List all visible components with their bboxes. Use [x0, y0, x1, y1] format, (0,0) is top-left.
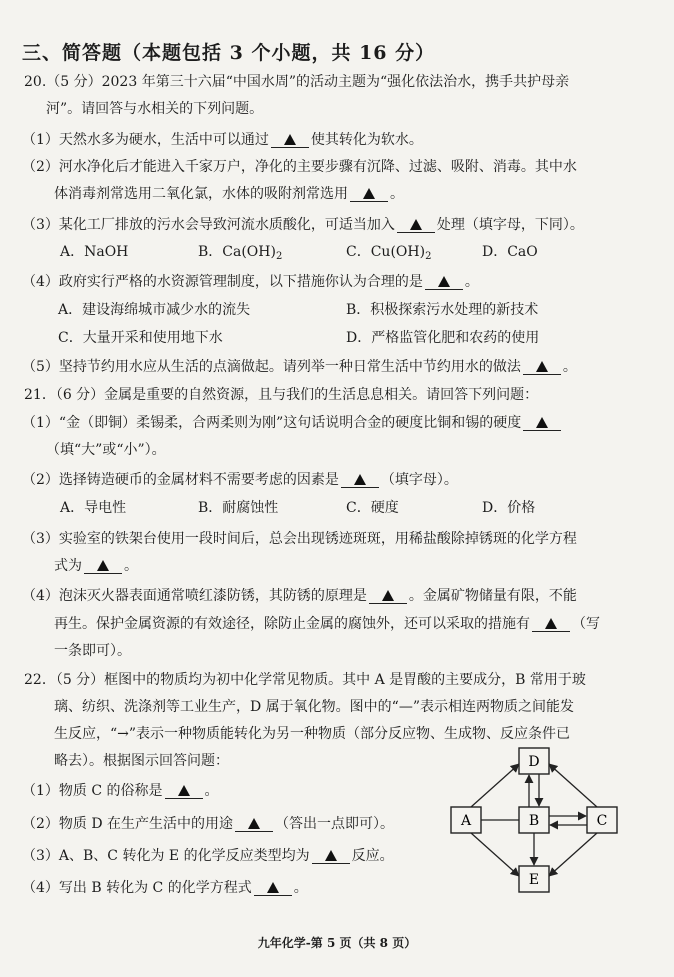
q21-part4-text-b: 。金属矿物储量有限，不能 — [408, 588, 577, 604]
q22-part3 — [22, 846, 394, 866]
answer-blank[interactable] — [523, 413, 561, 431]
q22-part3-text-b: 反应。 — [351, 848, 394, 864]
triangle-icon — [97, 560, 109, 571]
triangle-icon — [410, 219, 422, 230]
triangle-icon — [354, 474, 366, 485]
q21-part4-line2 — [54, 614, 600, 634]
q21-part1-line2: （填“大”或“小”）。 — [46, 442, 166, 458]
triangle-icon — [267, 882, 279, 893]
triangle-icon — [284, 134, 296, 145]
q20-part3-text-b: 处理（填字母，下同）。 — [436, 217, 584, 233]
q21-part1-line1 — [22, 413, 563, 433]
q20-part2-line2 — [54, 184, 404, 204]
q20-part4-text-b: 。 — [464, 274, 479, 290]
q22-part1-text-a: （1）物质 C 的俗称是 — [22, 783, 163, 799]
q21-part4-line1 — [22, 586, 577, 606]
answer-blank[interactable] — [271, 130, 309, 148]
answer-blank[interactable] — [369, 586, 407, 604]
q21-part3-line2 — [54, 556, 138, 576]
answer-blank[interactable] — [84, 556, 122, 574]
q20-stem-line2: 河”。请回答与水相关的下列问题。 — [46, 101, 264, 117]
q21-part3-text-b: 。 — [124, 558, 138, 574]
q21-part3-text-a: 式为 — [54, 558, 82, 574]
q20-part1-text-b: 使其转化为软水。 — [310, 132, 423, 148]
q20-option-d: D．CaO — [482, 244, 538, 260]
q20-option-b: B．$Ca(OH)_2$ — [198, 244, 283, 262]
q20-part1 — [22, 130, 423, 150]
q20-part5-text-b: 。 — [562, 359, 577, 375]
triangle-icon — [248, 818, 260, 829]
q20-part2-text-b: 。 — [390, 186, 404, 202]
q22-part1 — [22, 781, 219, 801]
q22-part2-text-b: （答出一点即可）。 — [275, 816, 395, 832]
triangle-icon — [363, 188, 375, 199]
q20-option-c: C．$Cu(OH)_2$ — [346, 244, 432, 262]
q22-stem-line3: 生反应，“→”表示一种物质能转化为另一种物质（部分反应物、生成物、反应条件已 — [54, 726, 571, 742]
q20-part3-text-a: （3）某化工厂排放的污水会导致河流水质酸化，可适当加入 — [22, 217, 395, 233]
q22-part4-text-a: （4）写出 B 转化为 C 的化学方程式 — [22, 880, 252, 896]
answer-blank[interactable] — [165, 781, 203, 799]
triangle-icon — [536, 417, 548, 428]
q22-stem-line1: 22．（5 分）框图中的物质均为初中化学常见物质。其中 A 是胃酸的主要成分，B 常用于玻 — [24, 672, 586, 688]
q20-option-a: A．NaOH — [60, 244, 129, 260]
q21-option-c: C．硬度 — [346, 500, 399, 516]
q21-part2-text-b: （填字母）。 — [380, 472, 458, 488]
answer-blank[interactable] — [235, 814, 273, 832]
triangle-icon — [438, 276, 450, 287]
q20-part2-text-a: 体消毒剂常选用二氧化氯，水体的吸附剂常选用 — [54, 186, 348, 202]
q21-option-d: D．价格 — [482, 500, 536, 516]
q21-part4-text-c: 再生。保护金属资源的有效途径，除防止金属的腐蚀外，还可以采取的措施有 — [54, 616, 530, 632]
arrow-c-to-d — [549, 764, 597, 807]
node-label-e: E — [528, 872, 540, 888]
q20-part5-text-a: （5）坚持节约用水应从生活的点滴做起。请列举一种日常生活中节约用水的做法 — [22, 359, 521, 375]
q20-part4-option-b: B．积极探索污水处理的新技术 — [346, 302, 539, 318]
triangle-icon — [545, 618, 557, 629]
node-label-c: C — [596, 813, 608, 829]
arrow-c-to-e — [549, 833, 597, 876]
q20-part4 — [22, 272, 479, 292]
q21-option-a: A．导电性 — [60, 500, 127, 516]
answer-blank[interactable] — [523, 357, 561, 375]
q21-part1-text-a: （1）“金（即铜）柔锡柔，合两柔则为刚”这句话说明合金的硬度比铜和锡的硬度 — [22, 415, 522, 431]
q22-part2 — [22, 814, 394, 834]
q20-part4-option-c: C．大量开采和使用地下水 — [58, 330, 223, 346]
page-footer: 九年化学-第 5 页（共 8 页） — [257, 936, 417, 950]
q22-stem-line4: 略去）。根据图示回答问题： — [54, 753, 229, 769]
q20-part4-option-d: D．严格监管化肥和农药的使用 — [346, 330, 540, 346]
node-label-a: A — [460, 813, 472, 829]
q21-part4-text-a: （4）泡沫灭火器表面通常喷红漆防锈，其防锈的原理是 — [22, 588, 367, 604]
q20-part4-option-a: A．建设海绵城市减少水的流失 — [58, 302, 251, 318]
answer-blank[interactable] — [425, 272, 463, 290]
q21-part2-text-a: （2）选择铸造硬币的金属材料不需要考虑的因素是 — [22, 472, 339, 488]
triangle-icon — [178, 785, 190, 796]
answer-blank[interactable] — [341, 470, 379, 488]
answer-blank[interactable] — [532, 614, 570, 632]
q20-part3 — [22, 215, 584, 235]
q22-part4 — [22, 878, 308, 898]
q20-part1-text-a: （1）天然水多为硬水，生活中可以通过 — [22, 132, 269, 148]
answer-blank[interactable] — [350, 184, 388, 202]
answer-blank[interactable] — [397, 215, 435, 233]
q22-part3-text-a: （3）A、B、C 转化为 E 的化学反应类型均为 — [22, 848, 310, 864]
q20-part4-text-a: （4）政府实行严格的水资源管理制度，以下措施你认为合理的是 — [22, 274, 423, 290]
q22-part1-text-b: 。 — [204, 783, 219, 799]
q21-stem: 21．（6 分）金属是重要的自然资源，且与我们的生活息息相关。请回答下列问题： — [24, 387, 539, 403]
triangle-icon — [382, 590, 394, 601]
arrow-a-to-d — [471, 764, 519, 807]
substance-relationship-diagram — [445, 740, 625, 900]
triangle-icon — [536, 361, 548, 372]
arrow-a-to-e — [471, 833, 519, 876]
node-label-d: D — [528, 754, 540, 770]
q21-part2 — [22, 470, 458, 490]
q21-option-b: B．耐腐蚀性 — [198, 500, 279, 516]
triangle-icon — [325, 850, 337, 861]
q20-part5 — [22, 357, 577, 377]
q22-stem-line2: 璃、纺织、洗涤剂等工业生产，D 属于氧化物。图中的“—”表示相连两物质之间能发 — [54, 699, 574, 715]
answer-blank[interactable] — [254, 878, 292, 896]
node-label-b: B — [528, 813, 540, 829]
answer-blank[interactable] — [312, 846, 350, 864]
q20-stem-line1: 20.（5 分）2023 年第三十六届“中国水周”的活动主题为“强化依法治水，携手共护母亲 — [24, 74, 570, 90]
q20-part2-line1: （2）河水净化后才能进入千家万户，净化的主要步骤有沉降、过滤、吸附、消毒。其中水 — [22, 159, 577, 175]
q21-part4-line3: 一条即可）。 — [54, 643, 131, 659]
q22-part4-text-b: 。 — [293, 880, 308, 896]
section-title: 三、简答题（本题包括 3 个小题，共 16 分） — [22, 42, 436, 64]
q21-part3-line1: （3）实验室的铁架台使用一段时间后，总会出现锈迹斑斑，用稀盐酸除掉锈斑的化学方程 — [22, 531, 577, 547]
q22-part2-text-a: （2）物质 D 在生产生活中的用途 — [22, 816, 234, 832]
q21-part4-text-d: （写 — [572, 616, 600, 632]
